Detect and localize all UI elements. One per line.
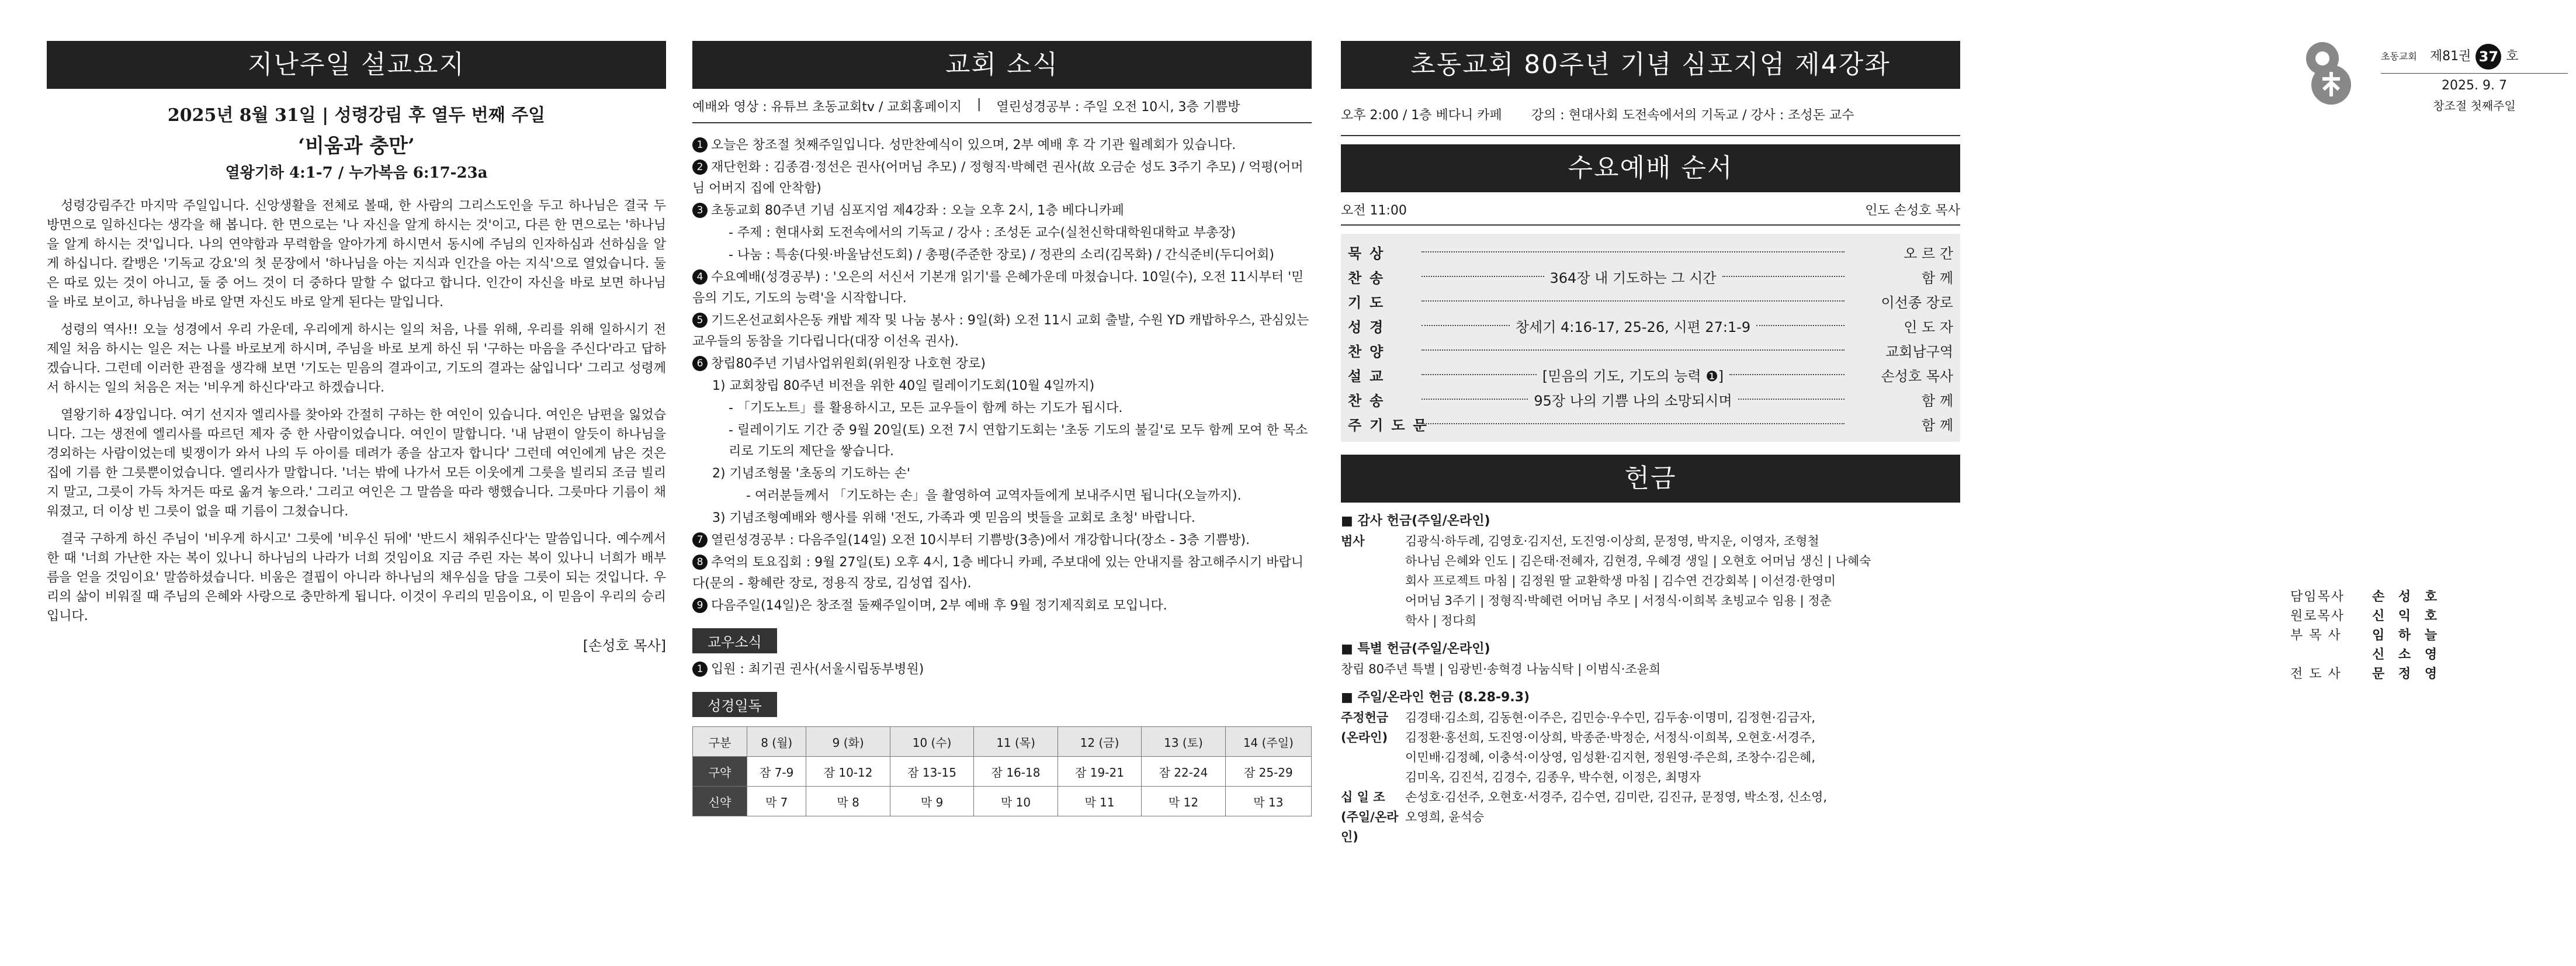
- staff-row: [2290, 645, 2536, 664]
- offering-thanks-row-key: [1341, 571, 1405, 591]
- wednesday-header: [1341, 192, 1960, 226]
- staff-role: [2290, 645, 2372, 664]
- offering-weekly-row: [1341, 767, 1960, 787]
- table-header-cell: 10 (수): [890, 727, 973, 757]
- news-item-text: - 주제 : 현대사회 도전속에서의 기독교 / 강사 : 조성돈 교수(실천신학대학원대학교 부총장): [729, 226, 1236, 240]
- staff-row: [2290, 626, 2536, 645]
- offering-weekly-row: [1341, 807, 1960, 847]
- news-item: [692, 398, 1312, 419]
- sermon-heading: 지난주일 설교요지: [47, 41, 666, 89]
- staff-name: 신 소 영: [2372, 648, 2442, 662]
- offering-weekly-title: ■ 주일/온라인 헌금 (8.28-9.3): [1341, 690, 1530, 705]
- news-item: [692, 595, 1312, 617]
- offering-weekly-row-value: 손성호·김선주, 오현호·서경주, 김수연, 김미란, 김진규, 문정영, 박소정, 신소영,: [1405, 790, 1828, 804]
- member-news-text: 입원 : 최기권 권사(서울시립동부병원): [711, 662, 924, 677]
- sermon-paragraph: 결국 구하게 하신 주님이 '비우게 하시고' 그릇에 '비우신 뒤에' '반드시 채워주신다'는 말씀입니다. 예수께서 한 때 '너희 가난한 자는 복이 있나니 하나님의 나라가 너희 것임이요 지금 주린 자는 복이 있나니 너희가 배부름을 얻을 것임이요' 말씀하셨습니다. 비움은 결핍이 아니라 하나님의 채우심을 담을 그릇이 되는 것입니다. 우리의 삶이 비워질 때 주님의 은혜와 사랑으로 충만하게 됩니다. 이것이 우리의 믿음이요, 이 믿음이 우리의 승리입니다.: [47, 532, 666, 624]
- sermon-column: [47, 41, 666, 655]
- staff-name: 임 하 늘: [2372, 628, 2442, 643]
- offering-thanks-row-value: 학사 | 정다희: [1405, 614, 1476, 628]
- order-dots: [1422, 251, 1845, 252]
- news-item-text: 3) 기념조형예배와 행사를 위해 '전도, 가족과 옛 믿음의 벗들을 교회로 초청' 바랍니다.: [712, 511, 1195, 525]
- news-item: [692, 552, 1312, 594]
- news-item-number: 3: [692, 203, 708, 218]
- staff-name: 문 정 영: [2372, 667, 2442, 681]
- news-item: [692, 135, 1312, 156]
- news-item: [692, 376, 1312, 397]
- table-cell: 막 8: [806, 787, 890, 816]
- news-info-bible-study: 열린성경공부 : 주일 오전 10시, 3층 기쁨방: [996, 100, 1240, 115]
- masthead-church-name: 초동교회: [2381, 51, 2417, 62]
- symposium-time: 오후 2:00 / 1층 베다니 카페: [1341, 108, 1502, 123]
- staff-name: 손 성 호: [2372, 590, 2442, 604]
- symposium-lecture: 강의 : 현대사회 도전속에서의 기독교 / 강사 : 조성돈 교수: [1531, 108, 1854, 123]
- news-item: [692, 354, 1312, 375]
- offering-weekly-row-key: 십 일 조: [1341, 790, 1385, 804]
- table-row: [693, 757, 1312, 787]
- worship-order-row: [1348, 289, 1953, 313]
- offering-weekly-row-key: 주정헌금: [1341, 711, 1389, 725]
- order-dots: [1756, 325, 1845, 326]
- offering-thanks-row: [1341, 611, 1960, 631]
- news-item: [692, 157, 1312, 199]
- order-person: 함 께: [1922, 417, 1953, 434]
- staff-name: 신 익 호: [2372, 609, 2442, 624]
- offering-weekly-row-key: [1341, 767, 1405, 787]
- table-cell: 막 7: [747, 787, 806, 816]
- offering-heading: 헌금: [1341, 455, 1960, 503]
- members-heading: 교우소식: [692, 628, 777, 653]
- staff-list: [2290, 587, 2536, 684]
- table-cell: 막 13: [1225, 787, 1311, 816]
- symposium-heading: 초동교회 80주년 기념 심포지엄 제4강좌: [1341, 41, 1960, 89]
- offering-weekly-row-value: 이민배·김정혜, 이충석·이상영, 임성환·김지현, 정원영·주은희, 조창수·김은혜,: [1405, 750, 1816, 764]
- table-cell: 막 12: [1142, 787, 1225, 816]
- order-label: 성경: [1348, 318, 1392, 335]
- staff-row: [2290, 607, 2536, 626]
- member-news-item: [692, 659, 1312, 680]
- offering-section-special: [1341, 639, 1960, 679]
- news-item: [692, 245, 1312, 266]
- offering-special-text: 창립 80주년 특별 | 임광빈·송혁경 나눔식탁 | 이범식·조윤희: [1341, 662, 1661, 676]
- offering-weekly-row-value: 김경태·김소희, 김동현·이주은, 김민승·우수민, 김두송·이명미, 김정현·김금자,: [1405, 711, 1816, 725]
- news-item: [692, 310, 1312, 352]
- order-label: 주기도문: [1348, 417, 1435, 434]
- news-column: [692, 41, 1312, 816]
- table-cell: 막 11: [1058, 787, 1141, 816]
- masthead: [2381, 44, 2568, 116]
- offering-weekly-row-value: 김미옥, 김진석, 김경수, 김종우, 박수현, 이정은, 최명자: [1405, 770, 1701, 784]
- order-dots: [1738, 399, 1845, 400]
- news-item-text: 열린성경공부 : 다음주일(14일) 오전 10시부터 기쁨방(3층)에서 개강합니다(장소 - 3층 기쁨방).: [711, 533, 1250, 548]
- table-cell: 잠 7-9: [747, 757, 806, 787]
- offering-weekly-row: [1341, 708, 1960, 728]
- offering-thanks-row: [1341, 571, 1960, 591]
- order-dots: [1422, 423, 1845, 424]
- attendance-heading: 성경일독: [692, 692, 777, 717]
- news-item-text: 추억의 토요집회 : 9월 27일(토) 오후 4시, 1층 베다니 카페, 주보대에 있는 안내지를 참고해주시기 바랍니다(문의 - 황혜란 장로, 정용직 장로, 김성엽 집사).: [692, 555, 1304, 591]
- order-person: 오 르 간: [1904, 245, 1953, 262]
- table-cell: 잠 19-21: [1058, 757, 1141, 787]
- news-item-text: - 릴레이기도 기간 중 9월 20일(토) 오전 7시 연합기도회는 '초동 기도의 불길'로 모두 함께 모여 한 목소리로 기도의 제단을 쌓습니다.: [729, 423, 1308, 459]
- offering-special-title: ■ 특별 헌금(주일/온라인): [1341, 642, 1490, 656]
- news-item: [692, 508, 1312, 529]
- table-cell: 잠 22-24: [1142, 757, 1225, 787]
- news-item: [692, 530, 1312, 551]
- offering-weekly-row-key: [1341, 747, 1405, 767]
- offering-thanks-row-value: 하나님 은혜와 인도 | 김은태·전혜자, 김현경, 우혜경 생일 | 오현호 어머님 생신 | 나혜숙: [1405, 554, 1871, 568]
- news-item: [692, 200, 1312, 221]
- sermon-paragraph: 열왕기하 4장입니다. 여기 선지자 엘리사를 찾아와 간절히 구하는 한 여인이 있습니다. 여인은 남편을 잃었습니다. 그는 생전에 엘리사를 따르던 제자 중 한 사람이었습니다. 여인이 말합니다. '내 남편이 알듯이 하나님을 경외하는 사람이었는데 빚쟁이가 와서 나의 두 아이를 데려가 종을 삼고자 합니다' 그런데 여인에게 남은 것은 집에 기름 한 그릇뿐이었습니다. 엘리사가 말합니다. '너는 밖에 나가서 모든 이웃에게 그릇을 빌리되 조금 빌리지 말고, 그릇이 가득 차거든 따로 옮겨 놓으라.' 그리고 여인은 그 말씀을 따라 행했습니다. 그릇마다 기름이 채워졌고, 더 이상 빈 그릇이 없을 때 기름이 그쳤습니다.: [47, 408, 666, 519]
- order-label: 기도: [1348, 294, 1392, 311]
- table-header-cell: 8 (월): [747, 727, 806, 757]
- news-item-number: 1: [692, 137, 708, 153]
- news-item: [692, 267, 1312, 309]
- order-dots: [1422, 349, 1845, 351]
- order-person: 함 께: [1922, 269, 1954, 286]
- offering-thanks-row-key: [1341, 591, 1405, 611]
- news-item-number: 5: [692, 313, 708, 328]
- order-label: 설교: [1348, 368, 1392, 385]
- staff-role: 부 목 사: [2290, 628, 2342, 643]
- order-dots: [1422, 374, 1537, 375]
- news-item-text: 오늘은 창조절 첫째주일입니다. 성만찬예식이 있으며, 2부 예배 후 각 기관 월례회가 있습니다.: [711, 138, 1236, 153]
- worship-order-row: [1348, 338, 1953, 362]
- news-item-text: 2) 기념조형물 '초동의 기도하는 손': [712, 466, 910, 481]
- wednesday-leader: 인도 손성호 목사: [1865, 203, 1960, 218]
- news-heading: 교회 소식: [692, 41, 1312, 89]
- offering-weekly-row-value: 김정환·홍선희, 도진영·이상희, 박종준·박정순, 서정식·이희복, 오현호·서경주,: [1405, 730, 1816, 745]
- news-item-number: 7: [692, 532, 708, 548]
- worship-order-row: [1348, 362, 1953, 387]
- offering-weekly-row: [1341, 747, 1960, 767]
- news-item-number: 8: [692, 555, 708, 570]
- staff-role: 전 도 사: [2290, 667, 2342, 681]
- wednesday-time: 오전 11:00: [1341, 203, 1407, 218]
- news-item-text: - 나눔 : 특송(다윗·바울남선도회) / 총평(주준한 장로) / 정관의 소리(김목화) / 간식준비(두디어회): [729, 248, 1274, 262]
- staff-role: 원로목사: [2290, 609, 2345, 624]
- sermon-author: [손성호 목사]: [583, 638, 666, 654]
- sermon-date-line: 2025년 8월 31일 | 성령강림 후 열두 번째 주일: [167, 105, 546, 126]
- offering-section-weekly: [1341, 687, 1960, 847]
- offering-section-thanks: [1341, 511, 1960, 631]
- worship-order-row: [1348, 240, 1953, 264]
- masthead-date: 2025. 9. 7: [2381, 73, 2568, 96]
- offering-thanks-row: [1341, 591, 1960, 611]
- staff-row: [2290, 664, 2536, 684]
- members-list: [692, 659, 1312, 680]
- order-person: 교회남구역: [1885, 343, 1953, 360]
- order-dots: [1422, 325, 1510, 326]
- offering-thanks-row: [1341, 551, 1960, 571]
- worship-order-row: [1348, 313, 1953, 338]
- table-row-header: 신약: [693, 787, 747, 816]
- sermon-body: [47, 196, 666, 626]
- sermon-title: ‘비움과 충만’: [298, 134, 415, 158]
- bible-reading-table: [692, 726, 1312, 816]
- offering-weekly-row: [1341, 728, 1960, 747]
- table-header-cell: 9 (화): [806, 727, 890, 757]
- news-item-number: 9: [692, 598, 708, 613]
- worship-order-row: [1348, 411, 1953, 436]
- order-dots: [1422, 276, 1544, 277]
- order-label: 찬송: [1348, 269, 1392, 286]
- offering-thanks-row-value: 회사 프로젝트 마침 | 김정원 딸 교환학생 마침 | 김수연 건강회복 | 이선경·한영미: [1405, 574, 1836, 588]
- order-dots: [1422, 300, 1845, 302]
- table-cell: 잠 10-12: [806, 757, 890, 787]
- staff-role: 담임목사: [2290, 590, 2345, 604]
- news-item: [692, 223, 1312, 244]
- offering-thanks-row-key: [1341, 611, 1405, 631]
- wednesday-heading: 수요예배 순서: [1341, 144, 1960, 192]
- table-cell: 잠 16-18: [974, 757, 1058, 787]
- order-content: [믿음의 기도, 기도의 능력 ❶]: [1542, 368, 1724, 385]
- table-header-cell: 14 (주일): [1225, 727, 1311, 757]
- offering-thanks-row-key: [1341, 551, 1405, 571]
- news-item-text: - 여러분들께서 「기도하는 손」을 촬영하여 교역자들에게 보내주시면 됩니다(오늘까지).: [746, 489, 1242, 503]
- news-item-text: - 「기도노트」를 활용하시고, 모든 교우들이 함께 하는 기도가 됩시다.: [729, 401, 1123, 416]
- order-dots: [1729, 374, 1845, 375]
- worship-column: [1341, 41, 1960, 847]
- news-item-text: 다음주일(14일)은 창조절 둘째주일이며, 2부 예배 후 9월 정기제직회로 모입니다.: [711, 598, 1167, 613]
- news-item-number: 6: [692, 356, 708, 371]
- worship-order-row: [1348, 387, 1953, 411]
- news-item-number: 2: [692, 160, 708, 175]
- news-item-text: 수요예배(성경공부) : '오은의 서신서 기본개 읽기'를 은혜가운데 마쳤습니다. 10일(수), 오전 11시부터 '믿음의 기도, 기도의 능력'을 시작합니다.: [692, 270, 1304, 306]
- news-item-text: 창립80주년 기념사업위원회(위원장 나호현 장로): [711, 356, 986, 371]
- order-content: 95장 나의 기쁨 나의 소망되시며: [1534, 392, 1732, 409]
- order-person: 손성호 목사: [1881, 368, 1954, 385]
- news-item-text: 기드온선교회사은동 캐밥 제작 및 나눔 봉사 : 9일(화) 오전 11시 교회 출발, 수원 YD 캐밥하우스, 관심있는 교우들의 동참을 기다립니다(대장 이선옥 권사).: [692, 313, 1309, 349]
- offering-thanks-row-value: 어머님 3주기 | 정형직·박혜련 어머님 추모 | 서정식·이희복 초빙교수 임용 | 정춘: [1405, 594, 1832, 608]
- news-info-strip: [692, 89, 1312, 123]
- sermon-scripture: 열왕기하 4:1-7 / 누가복음 6:17-23a: [225, 164, 488, 182]
- worship-order-list: [1341, 234, 1960, 442]
- table-row: [693, 787, 1312, 816]
- order-label: 묵상: [1348, 245, 1392, 262]
- church-logo-icon: [2299, 38, 2369, 108]
- order-label: 찬송: [1348, 392, 1392, 409]
- table-header-cell: 구분: [693, 727, 747, 757]
- news-item-text: 1) 교회창립 80주년 비전을 위한 40일 릴레이기도회(10월 4일까지): [712, 379, 1095, 393]
- news-item: [692, 486, 1312, 507]
- order-person: 인 도 자: [1904, 318, 1954, 335]
- offering-weekly-row: [1341, 787, 1960, 807]
- order-dots: [1422, 399, 1528, 400]
- table-cell: 잠 25-29: [1225, 757, 1311, 787]
- offering-thanks-row: [1341, 531, 1960, 551]
- sermon-paragraph: 성령의 역사!! 오늘 성경에서 우리 가운데, 우리에게 하시는 일의 처음, 나를 위해, 우리를 위해 일하시기 전 제일 처음 하시는 일은 저는 나를 바로보게 하시며, 주님을 바로 보게 하신 뒤 '구하는 마음을 주신다'라고 답하겠습니다. 그런데 이러한 관점을 생각해 보면 '기도는 믿음의 결과이고, 기도의 결과는 삶입니다' 그리고 성령께서 하시는 일의 처음은 저는 '비우게 하신다'라고 하겠습니다.: [47, 323, 666, 395]
- news-list: [692, 135, 1312, 617]
- order-person: 이선종 장로: [1881, 294, 1953, 311]
- news-item-number: 4: [692, 269, 708, 285]
- masthead-issue-number: 37: [2476, 44, 2501, 70]
- offering-weekly-row-key: (주일/온라인): [1341, 810, 1399, 844]
- order-content: 창세기 4:16-17, 25-26, 시편 27:1-9: [1515, 318, 1751, 335]
- table-row-header: 구약: [693, 757, 747, 787]
- news-item: [692, 463, 1312, 484]
- news-item-text: 재단헌화 : 김종겸·정선은 권사(어머님 추모) / 정형직·박혜련 권사(故 오금순 성도 3주기 추모) / 억평(어머님 어버지 집에 안착함): [692, 160, 1303, 196]
- sermon-paragraph: 성령강림주간 마지막 주일입니다. 신앙생활을 전체로 볼때, 한 사람의 그리스도인을 두고 하나님은 결국 두 방면으로 일하신다는 생각을 해 봅니다. 한 면으로는 '나 자신을 알게 하시는 것'이고, 다른 한 면으로는 '하나님을 알게 하시는 것'입니다. 나의 연약함과 무력함을 알아가게 하시면서 동시에 주님의 인자하심과 선하심을 알게 하십니다. 칼뱅은 '기독교 강요'의 첫 문장에서 '하나님을 아는 지식과 인간을 아는 지식'으로 열었습니다. 둘은 따로 있는 것이 아니고, 둘 중 어느 것이 더 중하다 말할 수 없다고 합니다. 인간이 자신을 바로 보면 하나님을 바로 보이고, 하나님을 바로 알면 자신도 바로 알게 된다는 말입니다.: [47, 199, 666, 310]
- offering-weekly-row-key: (온라인): [1341, 730, 1388, 745]
- news-item-text: 초동교회 80주년 기념 심포지엄 제4강좌 : 오늘 오후 2시, 1층 베다니카페: [711, 203, 1124, 218]
- offering-thanks-title: ■ 감사 헌금(주일/온라인): [1341, 514, 1490, 528]
- masthead-issue-suffix: 호: [2506, 49, 2519, 64]
- masthead-sunday: 창조절 첫째주일: [2433, 99, 2516, 113]
- symposium-info: [1341, 89, 1960, 136]
- order-content: 364장 내 기도하는 그 시간: [1549, 269, 1717, 286]
- table-cell: 막 10: [974, 787, 1058, 816]
- table-cell: 막 9: [890, 787, 973, 816]
- bible-reading-header-row: [693, 727, 1312, 757]
- order-label: 찬양: [1348, 343, 1392, 360]
- staff-row: [2290, 587, 2536, 607]
- table-header-cell: 11 (목): [974, 727, 1058, 757]
- offering-thanks-row-value: 김광식·하두례, 김영호·김지선, 도진영·이상희, 문정영, 박지운, 이영자, 조형철: [1405, 534, 1819, 548]
- table-cell: 잠 13-15: [890, 757, 973, 787]
- table-header-cell: 13 (토): [1142, 727, 1225, 757]
- news-item: [692, 420, 1312, 462]
- table-header-cell: 12 (금): [1058, 727, 1141, 757]
- news-info-video: 예배와 영상 : 유튜브 초동교회tv / 교회홈페이지: [692, 100, 962, 115]
- order-dots: [1722, 276, 1845, 277]
- offering-thanks-row-key: 범사: [1341, 534, 1365, 548]
- offering-weekly-row-value: 오영희, 윤석승: [1405, 810, 1485, 824]
- member-news-number: 1: [692, 662, 708, 677]
- masthead-volume: 제81권: [2429, 49, 2471, 64]
- news-info-separator: |: [976, 97, 982, 112]
- worship-order-row: [1348, 264, 1953, 289]
- order-person: 함 께: [1922, 392, 1954, 409]
